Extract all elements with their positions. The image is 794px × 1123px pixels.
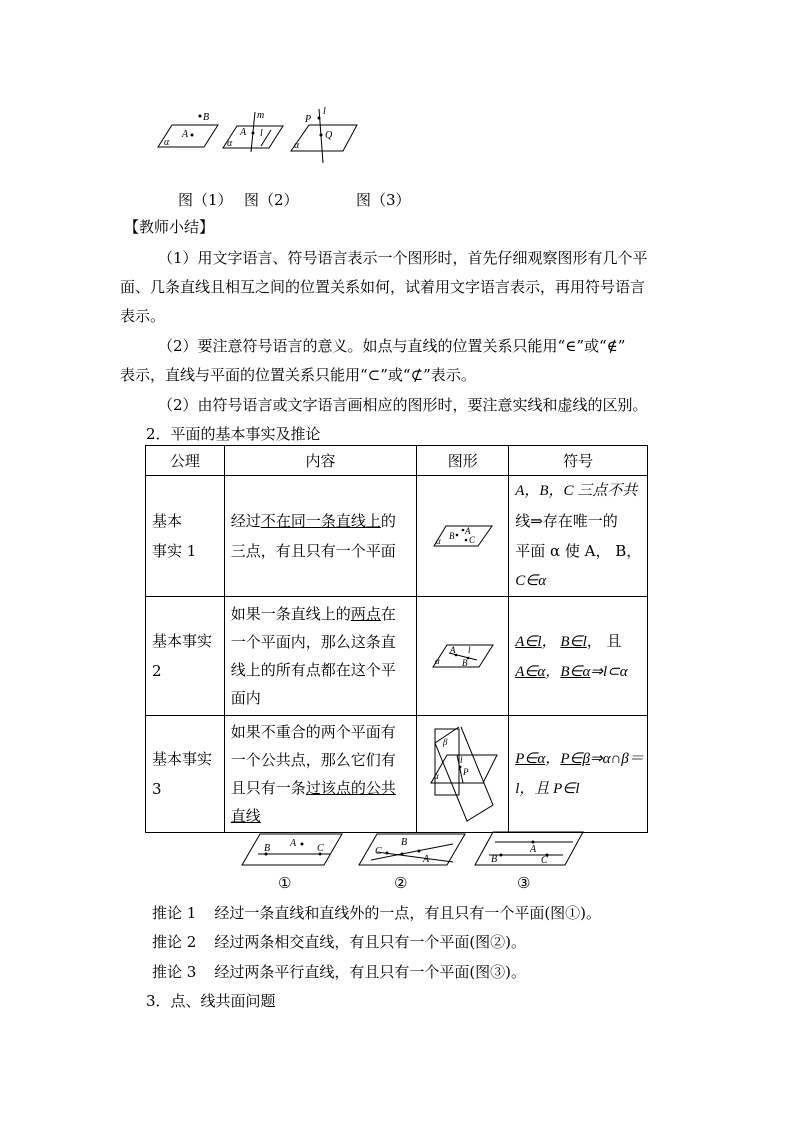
row3-content: 如果不重合的两个平面有 一个公共点，那么它们有 且只有一条过该点的公共 直线	[224, 716, 416, 833]
fig3-label-p: P	[305, 114, 312, 125]
svg-text:B: B	[264, 843, 271, 854]
summary-p1-line2: 面、几条直线且相互之间的位置关系如何，试着用文字语言表示，再用符号语言	[120, 278, 646, 296]
row3-symbol: P∈α，P∈β⇒α∩β＝ l，且 P∈l	[509, 716, 648, 833]
figure-1	[150, 105, 220, 150]
summary-p1-line1: （1）用文字语言、符号语言表示一个图形时，首先仔细观察图形有几个平	[158, 249, 648, 267]
summary-p2-line2: 表示，直线与平面的位置关系只能用“⊂”或“⊄”表示。	[120, 366, 476, 384]
header-symbol: 符号	[509, 446, 648, 476]
summary-heading: 【教师小结】	[124, 218, 215, 236]
fig2-label-a: A	[240, 127, 247, 138]
row1-name: 基本 事实 1	[146, 476, 225, 597]
row2-symbol: A∈l， B∈l， 且 A∈α，B∈α⇒l⊂α	[509, 597, 648, 716]
svg-text:B: B	[461, 658, 468, 668]
header-figure: 图形	[417, 446, 509, 476]
svg-text:A: A	[449, 645, 456, 655]
svg-text:α: α	[435, 536, 441, 546]
row2-content: 如果一条直线上的两点在 一个平面内，那么这条直 线上的所有点都在这个平 面内	[224, 597, 416, 716]
table-header-row	[146, 446, 648, 476]
row2-figure	[417, 597, 509, 716]
summary-p3-line1: （2）由符号语言或文字语言画相应的图形时，要注意实线和虚线的区别。	[158, 396, 648, 414]
header-axiom: 公理	[146, 446, 225, 476]
fig1-label-a: A	[182, 129, 189, 140]
row2-name: 基本事实 2	[146, 597, 225, 716]
fig3-label-q: Q	[325, 130, 333, 141]
fig3-label-alpha: α	[294, 140, 300, 151]
svg-text:A: A	[423, 854, 430, 865]
row1-content: 经过不在同一条直线上的 三点，有且只有一个平面	[224, 476, 416, 597]
svg-text:B: B	[401, 837, 408, 848]
corollary-1: 推论 1 经过一条直线和直线外的一点，有且只有一个平面(图①)。	[152, 904, 602, 922]
figure-3	[285, 103, 360, 163]
row1-symbol: A，B，C 三点不共 线⇒存在唯一的 平面 α 使 A， B， C∈α	[509, 476, 648, 597]
row3-figure	[417, 716, 509, 833]
fig-caption-3: 图（3）	[356, 191, 411, 209]
svg-text:A: A	[290, 838, 297, 849]
fig2-label-l: l	[260, 128, 263, 139]
corollary-figure-2	[357, 832, 467, 868]
svg-text:l: l	[467, 645, 471, 655]
svg-text:B: B	[448, 531, 455, 541]
row3-name: 基本事实 3	[146, 716, 225, 833]
fig1-label-b: B	[203, 112, 210, 123]
table-row	[146, 476, 648, 597]
summary-p1-line3: 表示。	[120, 307, 166, 325]
svg-text:β: β	[442, 737, 448, 747]
corollary-figure-3	[473, 830, 585, 868]
section-2-title: 2．平面的基本事实及推论	[146, 425, 321, 443]
svg-text:P: P	[462, 767, 469, 777]
fig2-label-m: m	[257, 110, 265, 121]
corollary-3: 推论 3 经过两条平行直线，有且只有一个平面(图③)。	[152, 963, 527, 981]
svg-text:C: C	[468, 535, 475, 545]
fig2-label-alpha: α	[227, 138, 233, 149]
figure-2	[215, 108, 285, 153]
fig3-label-l: l	[323, 106, 326, 117]
fig-caption-1: 图（1）	[178, 191, 233, 209]
svg-text:A: A	[464, 526, 471, 536]
summary-p2-line1: （2）要注意符号语言的意义。如点与直线的位置关系只能用“∈”或“∉”	[158, 337, 626, 355]
table-row	[146, 716, 648, 833]
svg-text:l: l	[459, 755, 463, 765]
corollary-fig-label-1: ①	[278, 874, 292, 892]
corollary-fig-label-2: ②	[394, 874, 408, 892]
corollary-2: 推论 2 经过两条相交直线，有且只有一个平面(图②)。	[152, 933, 527, 951]
fig1-label-alpha: α	[164, 137, 170, 148]
svg-text:B: B	[491, 854, 498, 865]
row1-figure	[417, 476, 509, 597]
svg-text:C: C	[541, 855, 548, 866]
svg-text:α: α	[434, 656, 440, 666]
svg-text:C: C	[317, 843, 324, 854]
axioms-table	[145, 445, 648, 833]
svg-text:C: C	[375, 846, 382, 857]
header-content: 内容	[224, 446, 416, 476]
corollary-fig-label-3: ③	[517, 874, 531, 892]
section-3-title: 3．点、线共面问题	[146, 992, 276, 1010]
svg-text:α: α	[433, 771, 439, 781]
corollary-figure-1	[240, 832, 345, 868]
table-row	[146, 597, 648, 716]
svg-text:A: A	[530, 844, 537, 855]
fig-caption-2: 图（2）	[244, 191, 299, 209]
